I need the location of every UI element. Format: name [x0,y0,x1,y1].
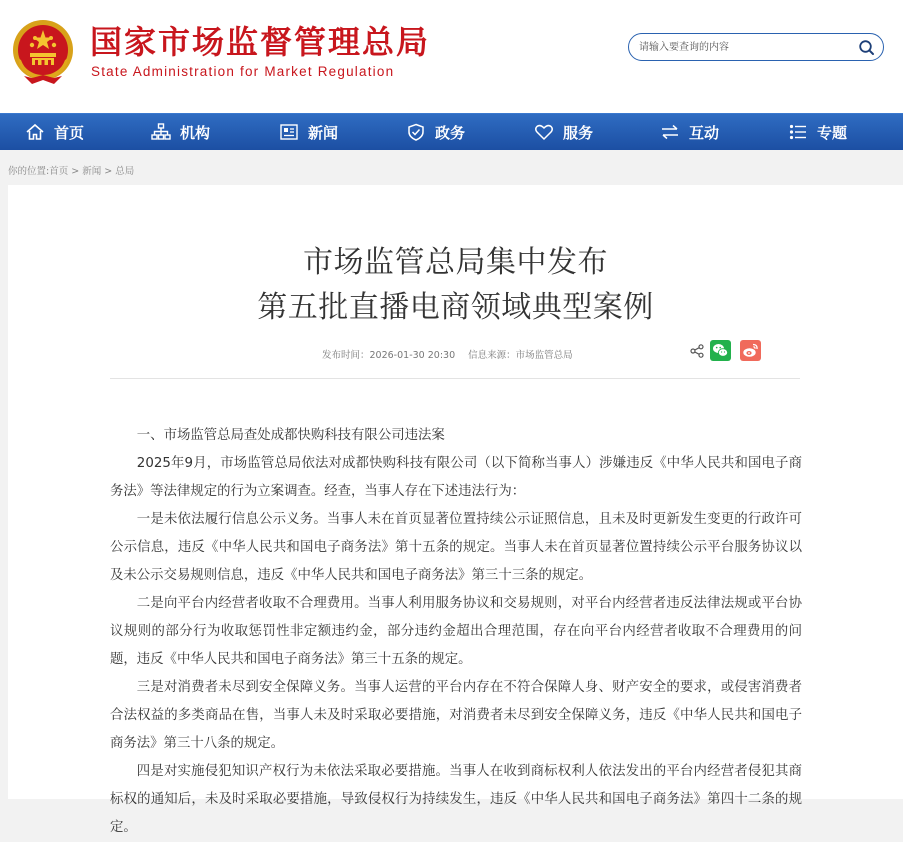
main-nav [0,113,903,150]
breadcrumb-separator: > [68,166,83,177]
share-icon[interactable] [690,344,704,358]
swap-arrows-icon [660,123,680,141]
nav-item-news[interactable] [279,114,338,150]
weibo-icon[interactable] [740,340,761,361]
article-meta [322,347,583,361]
nav-item-services[interactable] [534,114,593,150]
nav-item-special-topics[interactable] [788,114,847,150]
nav-item-home[interactable] [25,114,84,150]
divider [110,378,800,379]
org-chart-icon [151,123,171,141]
nav-item-interaction[interactable] [660,114,719,150]
heart-icon [534,123,554,141]
search-box [628,33,884,61]
national-emblem-icon[interactable] [10,18,76,86]
nav-label: 首页 [54,123,85,142]
article-paragraph: 二是向平台内经营者收取不合理费用。当事人利用服务协议和交易规则，对平台内经营者违反法律法规或平台协议规则的部分行为收取惩罚性非定额违约金，部分违约金超出合理范围，存在向平台内经营者收取不合理费用的问题，违反《中华人民共和国电子商务法》第三十五条的规定。 [110,596,802,667]
article-paragraph: 2025年9月，市场监管总局依法对成都快购科技有限公司（以下简称当事人）涉嫌违反《中华人民共和国电子商务法》等法律规定的行为立案调查。经查，当事人存在下述违法行为： [110,456,802,499]
publish-time: 发布时间：2026-01-30 20:30 [322,350,456,361]
site-header [0,0,903,113]
info-source: 信息来源：市场监管总局 [468,350,573,361]
article-paragraph: 一是未依法履行信息公示义务。当事人未在首页显著位置持续公示证照信息，且未及时更新发生变更的行政许可公示信息，违反《中华人民共和国电子商务法》第十五条的规定。当事人未在首页显著位置持续公示平台服务协议以及未公示交易规则信息，违反《中华人民共和国电子商务法》第三十三条的规定。 [110,512,802,583]
list-icon [788,123,808,141]
article-paragraph: 一、市场监管总局查处成都快购科技有限公司违法案 [136,428,445,443]
site-subtitle: State Administration for Market Regulation [91,64,395,79]
nav-label: 新闻 [308,123,339,142]
article-title-line2: 第五批直播电商领域典型案例 [257,290,654,325]
breadcrumb-separator: > [101,166,116,177]
article-title [8,240,903,330]
nav-label: 政务 [435,123,466,142]
article-title-line1: 市场监管总局集中发布 [303,245,608,280]
search-input[interactable] [639,38,849,56]
breadcrumb-headquarters-link[interactable]: 总局 [115,166,135,177]
breadcrumb-prefix: 你的位置: [8,166,50,177]
article-body [110,422,802,842]
nav-label: 互动 [689,123,720,142]
nav-label: 服务 [563,123,594,142]
news-icon [279,123,299,141]
shield-icon [406,123,426,141]
nav-item-organization[interactable] [151,114,210,150]
breadcrumb [8,163,134,177]
article-container [8,185,903,835]
site-title[interactable]: 国家市场监督管理总局 [90,23,431,61]
article-paragraph: 四是对实施侵犯知识产权行为未依法采取必要措施。当事人在收到商标权利人依法发出的平台内经营者侵犯其商标权的通知后，未及时采取必要措施，导致侵权行为持续发生，违反《中华人民共和国电子商务法》第四十二条的规定。 [110,764,802,835]
nav-label: 机构 [180,123,211,142]
article-paragraph: 三是对消费者未尽到安全保障义务。当事人运营的平台内存在不符合保障人身、财产安全的要求，或侵害消费者合法权益的多类商品在售，当事人未及时采取必要措施，对消费者未尽到安全保障义务，违反《中华人民共和国电子商务法》第三十八条的规定。 [110,680,802,751]
breadcrumb-news-link[interactable]: 新闻 [82,166,102,177]
nav-item-government-affairs[interactable] [406,114,465,150]
home-icon [25,123,45,141]
search-icon[interactable] [858,39,875,56]
wechat-icon[interactable] [710,340,731,361]
breadcrumb-home-link[interactable]: 首页 [49,166,69,177]
nav-label: 专题 [817,123,848,142]
